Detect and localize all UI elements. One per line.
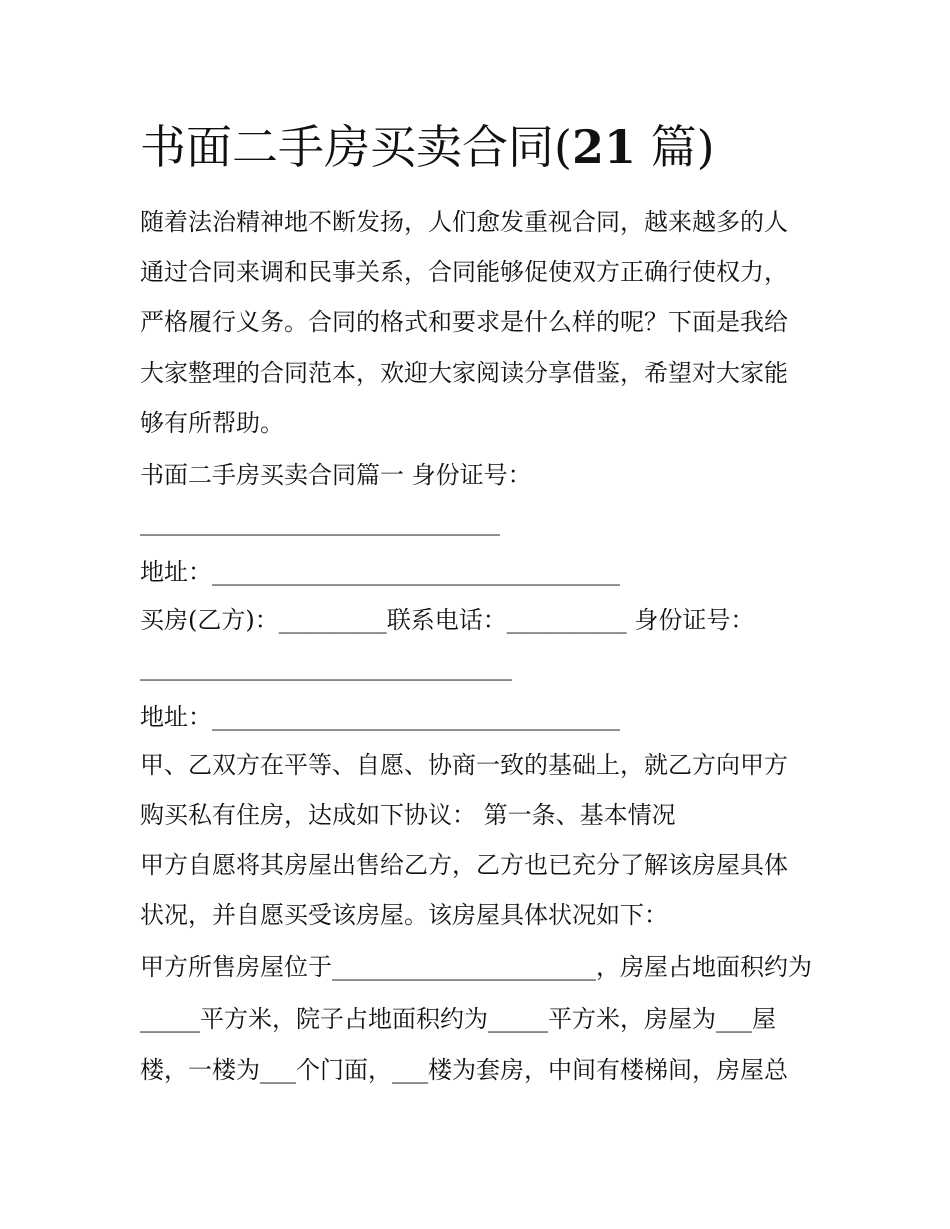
buyer-id-blank: _______________________________ [140, 653, 512, 681]
property-line-2: _____平方米，院子占地面积约为_____平方米，房屋为___屋 [140, 1005, 776, 1033]
buyer-address-line: 地址：__________________________________ [140, 703, 620, 731]
property-line-1: 甲方所售房屋位于______________________，房屋占地面积约为 [140, 953, 812, 981]
buyer-info-line: 买房(乙方)：_________联系电话：__________ 身份证号： [140, 606, 755, 634]
title-main: 书面二手房买卖合同( [140, 120, 572, 174]
property-line-3: 楼，一楼为___个门面，___楼为套房，中间有楼梯间，房屋总 [140, 1056, 788, 1084]
title-count: 21 [571, 120, 636, 174]
seller-id-blank: ______________________________ [140, 508, 500, 536]
intro-line-1: 随着法治精神地不断发扬，人们愈发重视合同，越来越多的人 [140, 208, 788, 236]
intro-line-2: 通过合同来调和民事关系，合同能够促使双方正确行使权力， [140, 258, 788, 286]
intro-line-5: 够有所帮助。 [140, 409, 284, 437]
title-tail: 篇) [635, 120, 715, 174]
agreement-line-2: 购买私有住房，达成如下协议： 第一条、基本情况 [140, 801, 676, 829]
intro-line-4: 大家整理的合同范本，欢迎大家阅读分享借鉴，希望对大家能 [140, 359, 788, 387]
intro-line-3: 严格履行义务。合同的格式和要求是什么样的呢？下面是我给 [140, 308, 788, 336]
article-one-line-1: 甲方自愿将其房屋出售给乙方，乙方也已充分了解该房屋具体 [140, 851, 788, 879]
article-one-line-2: 状况，并自愿买受该房屋。该房屋具体状况如下： [140, 901, 668, 929]
document-title [140, 115, 715, 179]
section-one-heading: 书面二手房买卖合同篇一 身份证号： [140, 461, 532, 489]
seller-address-line: 地址：__________________________________ [140, 558, 620, 586]
agreement-line-1: 甲、乙双方在平等、自愿、协商一致的基础上，就乙方向甲方 [140, 751, 788, 779]
